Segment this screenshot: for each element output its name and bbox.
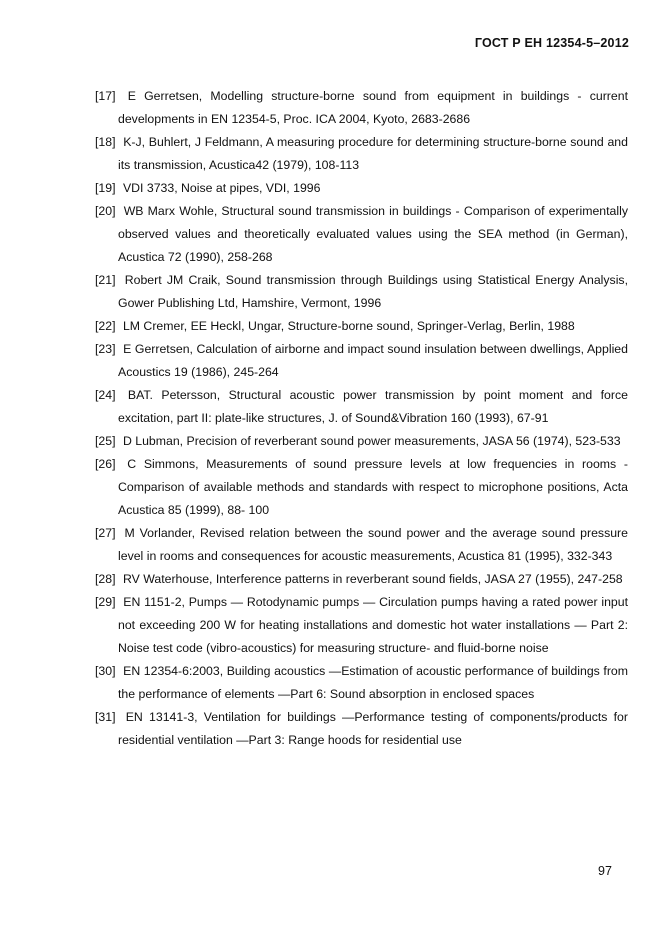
reference-item: [95, 315, 628, 338]
reference-item: [95, 200, 628, 269]
reference-number: [27]: [95, 526, 116, 540]
reference-text: VDI 3733, Noise at pipes, VDI, 1996: [122, 181, 321, 195]
reference-number: [26]: [95, 457, 116, 471]
reference-item: [95, 430, 628, 453]
reference-text: BAT. Petersson, Structural acoustic power transmission by point moment and force excitation, part II: plate-like structures, J. of Sound&Vibration 160 (1993), 67-91: [118, 388, 628, 425]
reference-number: [17]: [95, 89, 116, 103]
reference-text: E Gerretsen, Calculation of airborne and impact sound insulation between dwellings, Applied Acoustics 19 (1986), 245-264: [118, 342, 628, 379]
reference-item: [95, 660, 628, 706]
reference-item: [95, 85, 628, 131]
reference-item: [95, 591, 628, 660]
reference-text: K-J, Buhlert, J Feldmann, A measuring procedure for determining structure-borne sound and its transmission, Acustica42 (1979), 108-113: [118, 135, 628, 172]
reference-number: [28]: [95, 572, 116, 586]
reference-number: [31]: [95, 710, 116, 724]
reference-text: EN 1151-2, Pumps — Rotodynamic pumps — Circulation pumps having a rated power input not exceeding 200 W for heating installations and domestic hot water installations — Part 2: Noise test code (vibro-acoustics) for measuring structure- and fluid-borne noise: [118, 595, 628, 655]
reference-text: RV Waterhouse, Interference patterns in reverberant sound fields, JASA 27 (1955), 247-258: [122, 572, 623, 586]
reference-number: [18]: [95, 135, 116, 149]
reference-item: [95, 131, 628, 177]
reference-number: [30]: [95, 664, 116, 678]
reference-item: [95, 568, 628, 591]
reference-item: [95, 338, 628, 384]
reference-number: [24]: [95, 388, 116, 402]
reference-number: [29]: [95, 595, 116, 609]
reference-list: [95, 85, 628, 752]
reference-text: Robert JM Craik, Sound transmission through Buildings using Statistical Energy Analysis, Gower Publishing Ltd, Hamshire, Vermont, 1996: [118, 273, 628, 310]
reference-number: [22]: [95, 319, 116, 333]
reference-item: [95, 269, 628, 315]
reference-item: [95, 453, 628, 522]
reference-item: [95, 177, 628, 200]
reference-item: [95, 706, 628, 752]
reference-item: [95, 522, 628, 568]
reference-item: [95, 384, 628, 430]
reference-number: [23]: [95, 342, 116, 356]
reference-text: WB Marx Wohle, Structural sound transmission in buildings - Comparison of experimentally observed values and theoretically evaluated values using the SEA method (in German), Acustica 72 (1990), 258-268: [118, 204, 628, 264]
page-number: 97: [598, 864, 612, 878]
reference-text: D Lubman, Precision of reverberant sound power measurements, JASA 56 (1974), 523-533: [122, 434, 621, 448]
reference-number: [21]: [95, 273, 116, 287]
reference-text: C Simmons, Measurements of sound pressure levels at low frequencies in rooms - Comparison of available methods and standards with respect to microphone positions, Acta Acustica 85 (1999), 88- 100: [118, 457, 628, 517]
reference-text: M Vorlander, Revised relation between the sound power and the average sound pressure level in rooms and consequences for acoustic measurements, Acustica 81 (1995), 332-343: [118, 526, 628, 563]
reference-text: E Gerretsen, Modelling structure-borne sound from equipment in buildings - current developments in EN 12354-5, Proc. ICA 2004, Kyoto, 2683-2686: [118, 89, 628, 126]
reference-number: [25]: [95, 434, 116, 448]
reference-text: EN 12354-6:2003, Building acoustics —Estimation of acoustic performance of buildings from the performance of elements —Part 6: Sound absorption in enclosed spaces: [118, 664, 628, 701]
reference-text: EN 13141-3, Ventilation for buildings —Performance testing of components/products for residential ventilation —Part 3: Range hoods for residential use: [118, 710, 628, 747]
reference-number: [19]: [95, 181, 116, 195]
reference-number: [20]: [95, 204, 116, 218]
document-header: ГОСТ Р ЕН 12354-5–2012: [474, 36, 629, 50]
reference-text: LM Cremer, EE Heckl, Ungar, Structure-borne sound, Springer-Verlag, Berlin, 1988: [122, 319, 575, 333]
